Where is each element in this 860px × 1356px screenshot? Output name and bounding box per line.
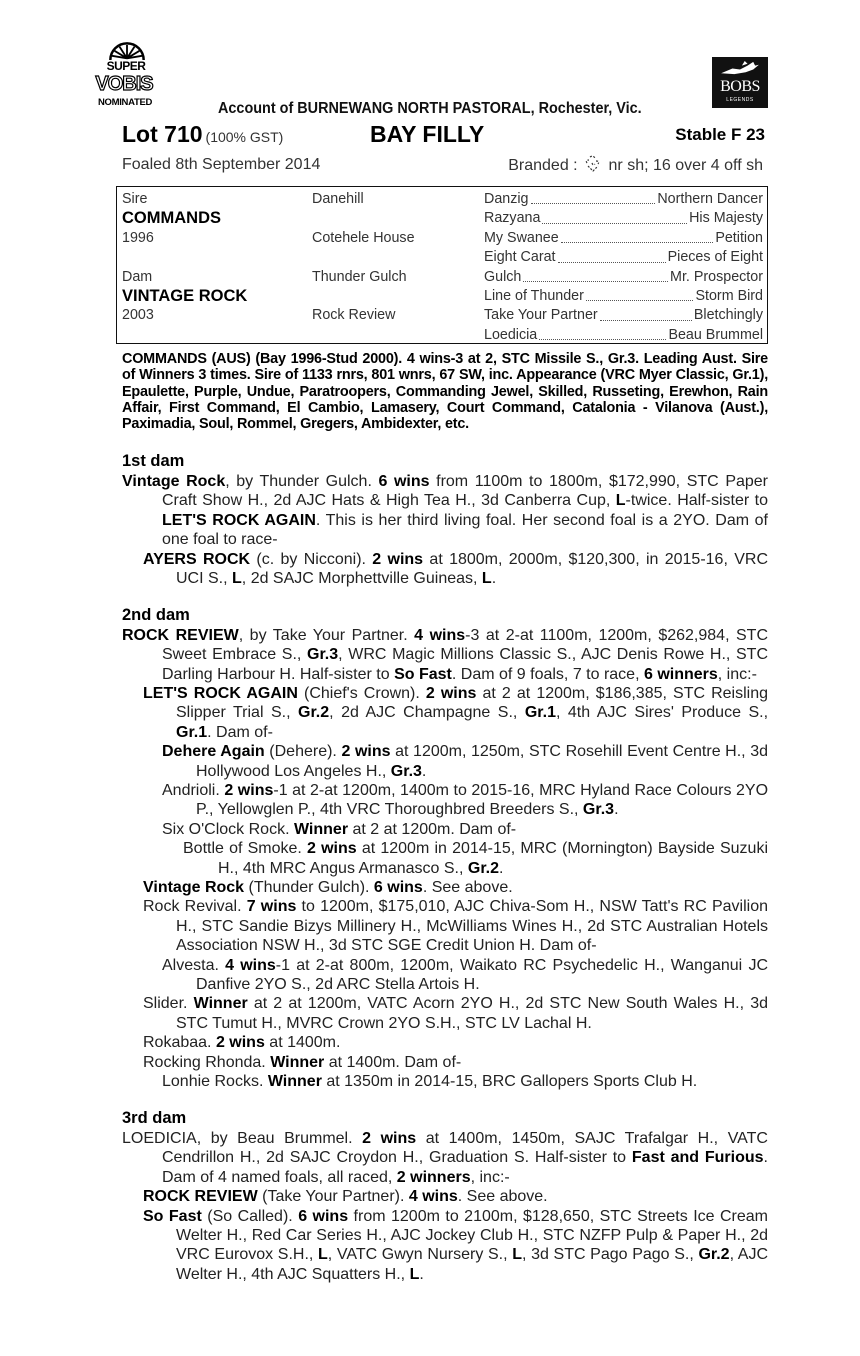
bold-text: L [409,1265,420,1283]
text: Rokabaa. [143,1034,216,1052]
bold-text: Dehere Again [162,743,265,761]
bold-text: 2 wins [307,840,357,858]
text: Six O'Clock Rock. [162,820,294,838]
text: (Dehere). [264,743,342,761]
sun-rays-icon [102,40,152,60]
text: . [614,801,619,819]
bold-text: AYERS ROCK [143,550,251,568]
pedigree-sire-of-great-grandparent: Pieces of Eight [667,249,763,266]
pedigree-grandparent [312,248,484,267]
bold-text: So Fast [394,665,452,683]
pedigree-row [122,209,763,228]
progeny-entry [122,1129,768,1187]
pedigree-row [122,306,763,325]
pedigree-great-grandparent: Danzig [484,191,529,207]
bold-text: Vintage Rock [122,472,226,490]
bold-text: 2 wins [224,781,274,799]
pedigree-great-grandparent: Eight Carat [484,249,556,266]
pedigree-grandparent: Danehill [312,191,364,207]
text: Alvesta. [162,956,226,974]
dotted-leader [558,248,666,262]
sire-summary: COMMANDS (AUS) (Bay 1996-Stud 2000). 4 wins-3 at 2, STC Missile S., Gr.3. Leading Aust. Sire of Winners 3 times. Sire of 1133 rnrs, 801 wnrs, 67 SW, inc. Appearance (VRC Myer Classic, Gr.1), Epaulette, Purple, Undue, Paratroopers, Commanding Jewel, Skilled, Russeting, Erewhon, Rain Affair, First Command, El Cambio, Lamasery, Court Command, Catalonia - Vilanova (Aust.), Paximadia, Soul, Rommel, Gregers, Ambidexter, etc. [122,351,768,433]
text: (Chief's Crown). [297,684,426,702]
pedigree-ancestors [484,287,763,306]
text: at 2 at 1200m, VATC Acorn 2YO H., 2d STC New South Wales H., 3d STC Tumut H., MVRC Crown 2YO S.H., STC LV Lachal H. [176,995,768,1032]
pedigree-parent: VINTAGE ROCK [122,286,248,305]
progeny-entry [122,994,768,1033]
super-vobis-nominated-logo [90,40,164,110]
progeny-entry [122,1187,768,1206]
pedigree-grandparent: Rock Review [312,307,396,324]
progeny-entry [122,626,768,684]
bold-text: 7 wins [246,898,297,916]
bold-text: Gr.2 [698,1246,730,1264]
lot-number [122,120,283,151]
dotted-leader [542,209,687,223]
dam-section [122,1109,768,1284]
pedigree-row [122,287,763,306]
pedigree-sire-of-great-grandparent: Mr. Prospector [670,268,763,285]
pedigree-parent: 1996 [122,229,154,246]
section-heading: 1st dam [122,452,185,471]
bold-text: ROCK REVIEW [122,626,239,644]
text: (So Called). [201,1207,299,1225]
progeny-entry [122,1072,768,1091]
text: at 1350m in 2014-15, BRC Gallopers Sports Club H. [321,1073,698,1091]
progeny-entry [122,781,768,820]
bold-text: 6 wins [298,1207,349,1225]
text: Bottle of Smoke. [183,840,308,858]
text: at 1400m. [264,1034,341,1052]
text: -twice. Half-sister to [625,492,769,510]
bold-text: Winner [193,995,248,1013]
bold-text: L [232,569,242,587]
pedigree-parent: COMMANDS [122,209,221,228]
text: (c. by Nicconi). [250,550,373,568]
text: , 2d SAJC Morphettville Guineas, [241,569,482,587]
pedigree-parent [122,248,312,267]
pedigree-grandparent [312,209,484,228]
text: , inc:- [717,665,757,683]
text: Andrioli. [162,781,225,799]
vendor-account: Account of BURNEWANG NORTH PASTORAL, Rochester, Vic. [218,100,642,117]
progeny-entry [122,472,768,550]
pedigree-sire-of-great-grandparent: Northern Dancer [657,191,763,207]
dotted-leader [600,306,692,320]
section-heading: 2nd dam [122,606,190,625]
brand-mark-icon [584,155,602,173]
bold-text: Winner [267,1073,322,1091]
pedigree-row [122,268,763,287]
bold-text: 4 wins [225,956,276,974]
brand-info [508,155,763,176]
progeny-entry [122,1033,768,1052]
branded-text: nr sh; 16 over 4 off sh [608,157,763,174]
text: . [491,569,497,587]
bold-text: L [615,492,626,510]
text: . See above. [422,879,513,897]
text: -1 at 2-at 800m, 1200m, Waikato RC Psychedelic H., Wanganui JC Danfive 2YO S., 2d ARC Stella Artois H. [196,956,768,994]
lot-line [122,120,765,148]
bold-text: Gr.2 [298,704,330,722]
bold-text: Winner [270,1053,325,1071]
logo-text-super: SUPER [106,59,146,73]
text: . Dam of 9 foals, 7 to race, [451,665,644,683]
progeny-entry [122,550,768,589]
text: , by Thunder Gulch. [225,472,379,490]
pedigree-table [116,186,768,344]
dam-section [122,452,768,588]
pedigree-row [122,248,763,267]
text: at 2 at 1200m, $186,385, STC Reisling Slipper Trial S., [176,684,769,722]
progeny-entry [122,684,768,742]
bold-text: ROCK REVIEW [143,1188,258,1206]
bold-text: 2 winners [396,1168,471,1186]
text: , 4th AJC Sires' Produce S., [555,704,769,722]
bold-text: 6 wins [378,472,430,490]
text: at 1400m. Dam of- [324,1053,462,1071]
text: . [419,1265,424,1283]
bobs-logo [712,57,768,108]
section-heading: 3rd dam [122,1109,187,1128]
branded-label: Branded : [508,157,578,174]
pedigree-row [122,229,763,248]
text: (Take Your Partner). [257,1188,409,1206]
pedigree-sire-of-great-grandparent: Bletchingly [693,307,763,324]
pedigree-row [122,326,763,345]
pedigree-ancestors [484,190,763,209]
text: at 1200m in 2014-15, MRC (Mornington) Bayside Suzuki H., 4th MRC Angus Armanasco S., [218,840,768,877]
pedigree-great-grandparent: Razyana [484,210,541,227]
text: , WRC Magic Millions Classic S., AJC Denis Rowe H., STC Darling Harbour H. Half-sister to [162,646,769,683]
text: . [499,859,504,877]
catalogue-text [122,351,768,1302]
bold-text: Gr.2 [467,859,500,877]
text: Slider. [143,995,194,1013]
text: (Thunder Gulch). [244,879,374,897]
pedigree-grandparent: Cotehele House [312,229,415,246]
pedigree-sire-of-great-grandparent: His Majesty [689,210,763,227]
pedigree-ancestors [484,268,763,287]
bold-text: Gr.3 [582,801,615,819]
pedigree-sire-of-great-grandparent: Beau Brummel [668,326,763,343]
text: , 3d STC Pago Pago S., [522,1246,699,1264]
progeny-entry [122,742,768,781]
pedigree-great-grandparent: Gulch [484,268,522,285]
text: LOEDICIA, by Beau Brummel. [122,1129,363,1147]
lot-label: Lot 710 [122,121,203,147]
text: , AJC Welter H., 4th AJC Squatters H., [176,1246,769,1283]
bold-text: Vintage Rock [143,879,245,897]
text: . This is her third living foal. Her second foal is a 2YO. Dam of one foal to race- [162,511,768,549]
bold-text: So Fast [143,1207,202,1225]
bold-text: Gr.3 [390,762,422,780]
text: -1 at 2-at 1200m, 1400m to 2015-16, MRC Hyland Race Colours 2YO P., Yellowglen P., 4th VRC Thoroughbred Breeders S., [196,781,769,819]
gst-note: (100% GST) [205,129,284,145]
bold-text: L [317,1246,328,1264]
bold-text: L [512,1246,522,1264]
pedigree-ancestors [484,326,763,345]
text: . Dam of 4 named foals, all raced, [162,1149,768,1186]
text: from 1200m to 2100m, $128,650, STC Streets Ice Cream Welter H., Red Car Series H., AJC Jockey Club H., STC NZFP Pulp & Paper H., 2d VRC Eurovox S.H., [176,1207,769,1264]
bold-text: LET'S ROCK AGAIN [143,684,298,702]
bold-text: Fast and Furious [631,1149,764,1167]
text: -3 at 2-at 1100m, 1200m, $262,984, STC Sweet Embrace S., [162,626,769,664]
progeny-entry [122,897,768,955]
text: from 1100m to 1800m, $172,990, STC Paper Craft Show H., 2d AJC Hats & High Tea H., 3d Canberra Cup, [162,472,769,510]
pedigree-grandparent: Thunder Gulch [312,268,407,285]
bold-text: Gr.3 [307,646,339,664]
progeny-entry [122,1207,768,1285]
text: , by Take Your Partner. [238,626,415,644]
dotted-leader [531,190,656,204]
text: to 1200m, $175,010, AJC Chiva-Som H., NSW Tatt's RC Pavilion H., STC Sandie Bizys Millinery H., McWilliams Wines H., 2d STC Australian Hotels Association NSW H., 3d STC SGE Credit Union H. Dam of- [176,898,768,955]
text: , VATC Gwyn Nursery S., [327,1246,513,1264]
pedigree-parent: 2003 [122,307,154,324]
catalogue-body [122,452,768,1284]
stable-number: Stable F 23 [675,125,765,144]
text: , 2d AJC Champagne S., [329,704,525,722]
bold-text: Gr.1 [176,723,208,741]
bold-text: LET'S ROCK AGAIN [162,511,316,529]
text: at 2 at 1200m. Dam of- [348,820,517,838]
pedigree-parent [122,326,312,345]
text: . Dam of- [207,723,273,741]
dotted-leader [523,268,668,282]
pedigree-row [122,190,763,209]
pedigree-great-grandparent: Line of Thunder [484,287,584,304]
text: , inc:- [470,1168,510,1186]
progeny-entry [122,956,768,995]
dam-section [122,606,768,1091]
horse-rider-icon [718,60,762,77]
bold-text: 2 wins [215,1034,265,1052]
logo-text-vobis: VOBIS [95,73,153,95]
text: . See above. [457,1188,548,1206]
bold-text: 6 winners [643,665,718,683]
pedigree-grandparent [312,326,484,345]
pedigree-ancestors [484,248,763,267]
text: at 1800m, 2000m, $120,300, in 2015-16, VRC UCI S., [176,550,769,587]
text: Lonhie Rocks. [162,1073,268,1091]
text: . [421,762,427,780]
pedigree-sire-of-great-grandparent: Petition [715,229,763,246]
pedigree-parent: Sire [122,191,148,207]
bold-text: 2 wins [372,550,424,568]
progeny-entry [122,839,768,878]
bold-text: 6 wins [373,879,423,897]
logo-text-nominated: NOMINATED [97,97,153,108]
pedigree-grandparent [312,287,484,306]
pedigree-great-grandparent: Loedicia [484,326,538,343]
dotted-leader [586,287,694,301]
bold-text: 2 wins [425,684,477,702]
logo-text-bobs: BOBS [720,78,760,95]
bold-text: Winner [293,820,349,838]
pedigree-sire-of-great-grandparent: Storm Bird [695,287,763,304]
pedigree-ancestors [484,306,763,325]
dotted-leader [539,326,666,340]
bold-text: 4 wins [408,1188,458,1206]
bold-text: 2 wins [362,1129,417,1147]
progeny-entry [122,820,768,839]
pedigree-great-grandparent: My Swanee [484,229,559,246]
pedigree-parent: Dam [122,268,153,285]
horse-description: BAY FILLY [370,121,485,147]
pedigree-ancestors [484,229,763,248]
progeny-entry [122,878,768,897]
text: at 1400m, 1450m, SAJC Trafalgar H., VATC Cendrillon H., 2d SAJC Croydon H., Graduation S. Half-sister to [162,1129,768,1167]
pedigree-great-grandparent: Take Your Partner [484,307,598,324]
text: Rocking Rhonda. [143,1053,271,1071]
text: Rock Revival. [143,898,247,916]
bold-text: 2 wins [341,743,391,761]
dotted-leader [561,229,714,243]
pedigree-ancestors [484,209,763,228]
bold-text: L [481,569,492,587]
logo-text-sub: LEGENDS [726,97,754,103]
bold-text: 4 wins [414,626,466,644]
text: at 1200m, 1250m, STC Rosehill Event Centre H., 3d Hollywood Los Angeles H., [196,743,769,780]
foaled-date: Foaled 8th September 2014 [122,156,321,173]
bold-text: Gr.1 [524,704,556,722]
progeny-entry [122,1053,768,1072]
